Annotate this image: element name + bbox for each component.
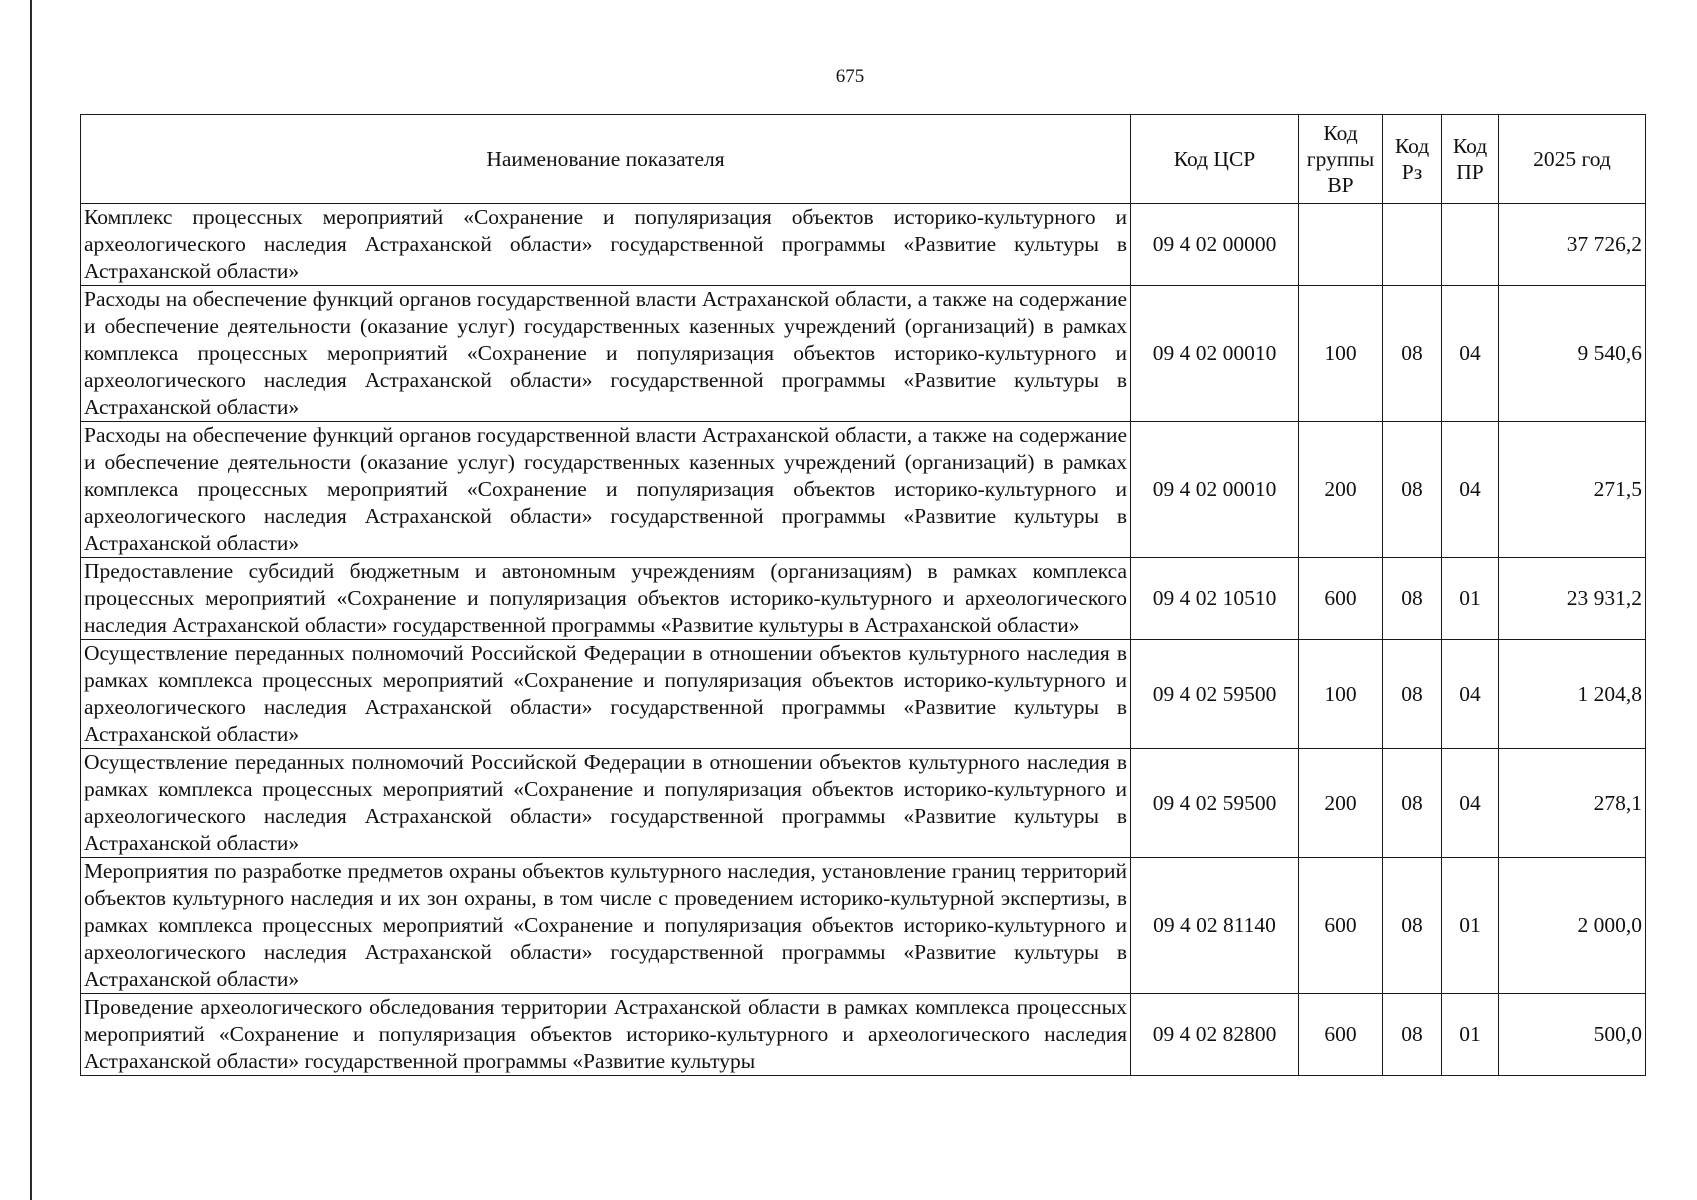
table-row [81, 558, 1646, 640]
row-name: Предоставление субсидий бюджетным и автономным учреждениям (организациям) в рамках комплекса процессных мероприятий «Сохранение и популяризация объектов историко-культурного и археологического наследия Астраханской области» государственной программы «Развитие культуры в Астраханской области» [81, 558, 1131, 640]
row-csr: 09 4 02 00010 [1131, 286, 1299, 422]
row-sum: 1 204,8 [1499, 640, 1646, 749]
row-sum: 2 000,0 [1499, 858, 1646, 994]
row-csr: 09 4 02 82800 [1131, 994, 1299, 1076]
row-pr: 04 [1442, 749, 1499, 858]
row-sum: 37 726,2 [1499, 204, 1646, 286]
row-vr [1299, 204, 1383, 286]
row-sum: 271,5 [1499, 422, 1646, 558]
row-pr: 01 [1442, 858, 1499, 994]
row-vr: 100 [1299, 640, 1383, 749]
row-pr [1442, 204, 1499, 286]
table-row [81, 286, 1646, 422]
table-row [81, 749, 1646, 858]
row-sum: 23 931,2 [1499, 558, 1646, 640]
row-pr: 04 [1442, 286, 1499, 422]
table-row [81, 422, 1646, 558]
row-vr: 200 [1299, 749, 1383, 858]
binding-line [30, 0, 32, 1200]
row-rz: 08 [1383, 640, 1442, 749]
row-csr: 09 4 02 10510 [1131, 558, 1299, 640]
row-pr: 01 [1442, 994, 1499, 1076]
row-vr: 200 [1299, 422, 1383, 558]
header-vr: Код группы ВР [1299, 115, 1383, 204]
row-name: Комплекс процессных мероприятий «Сохранение и популяризация объектов историко-культурного и археологического наследия Астраханской области» государственной программы «Развитие культуры в Астраханской области» [81, 204, 1131, 286]
header-csr: Код ЦСР [1131, 115, 1299, 204]
table-row [81, 858, 1646, 994]
row-sum: 500,0 [1499, 994, 1646, 1076]
row-rz: 08 [1383, 994, 1442, 1076]
row-name: Осуществление переданных полномочий Российской Федерации в отношении объектов культурного наследия в рамках комплекса процессных мероприятий «Сохранение и популяризация объектов историко-культурного и археологического наследия Астраханской области» государственной программы «Развитие культуры в Астраханской области» [81, 749, 1131, 858]
row-name: Мероприятия по разработке предметов охраны объектов культурного наследия, установление границ территорий объектов культурного наследия и их зон охраны, в том числе с проведением историко-культурной экспертизы, в рамках комплекса процессных мероприятий «Сохранение и популяризация объектов историко-культурного и археологического наследия Астраханской области» государственной программы «Развитие культуры в Астраханской области» [81, 858, 1131, 994]
budget-table [80, 114, 1646, 1076]
row-pr: 01 [1442, 558, 1499, 640]
header-rz: Код Рз [1383, 115, 1442, 204]
row-vr: 600 [1299, 994, 1383, 1076]
row-sum: 9 540,6 [1499, 286, 1646, 422]
row-rz: 08 [1383, 749, 1442, 858]
row-rz: 08 [1383, 558, 1442, 640]
row-vr: 600 [1299, 858, 1383, 994]
row-csr: 09 4 02 00010 [1131, 422, 1299, 558]
table-row [81, 640, 1646, 749]
row-name: Расходы на обеспечение функций органов государственной власти Астраханской области, а также на содержание и обеспечение деятельности (оказание услуг) государственных казенных учреждений (организаций) в рамках комплекса процессных мероприятий «Сохранение и популяризация объектов историко-культурного и археологического наследия Астраханской области» государственной программы «Развитие культуры в Астраханской области» [81, 286, 1131, 422]
row-name: Проведение археологического обследования территории Астраханской области в рамках комплекса процессных мероприятий «Сохранение и популяризация объектов историко-культурного и археологического наследия Астраханской области» государственной программы «Развитие культуры [81, 994, 1131, 1076]
table-header-row [81, 115, 1646, 204]
table-row [81, 994, 1646, 1076]
row-pr: 04 [1442, 640, 1499, 749]
row-name: Осуществление переданных полномочий Российской Федерации в отношении объектов культурного наследия в рамках комплекса процессных мероприятий «Сохранение и популяризация объектов историко-культурного и археологического наследия Астраханской области» государственной программы «Развитие культуры в Астраханской области» [81, 640, 1131, 749]
row-rz: 08 [1383, 286, 1442, 422]
row-vr: 600 [1299, 558, 1383, 640]
row-rz: 08 [1383, 858, 1442, 994]
row-rz: 08 [1383, 422, 1442, 558]
row-csr: 09 4 02 81140 [1131, 858, 1299, 994]
row-sum: 278,1 [1499, 749, 1646, 858]
row-rz [1383, 204, 1442, 286]
row-pr: 04 [1442, 422, 1499, 558]
row-csr: 09 4 02 00000 [1131, 204, 1299, 286]
page-number: 675 [835, 66, 865, 87]
header-name: Наименование показателя [81, 115, 1131, 204]
row-name: Расходы на обеспечение функций органов государственной власти Астраханской области, а также на содержание и обеспечение деятельности (оказание услуг) государственных казенных учреждений (организаций) в рамках комплекса процессных мероприятий «Сохранение и популяризация объектов историко-культурного и археологического наследия Астраханской области» государственной программы «Развитие культуры в Астраханской области» [81, 422, 1131, 558]
table-row [81, 204, 1646, 286]
header-pr: Код ПР [1442, 115, 1499, 204]
row-csr: 09 4 02 59500 [1131, 749, 1299, 858]
row-vr: 100 [1299, 286, 1383, 422]
row-csr: 09 4 02 59500 [1131, 640, 1299, 749]
header-year: 2025 год [1499, 115, 1646, 204]
